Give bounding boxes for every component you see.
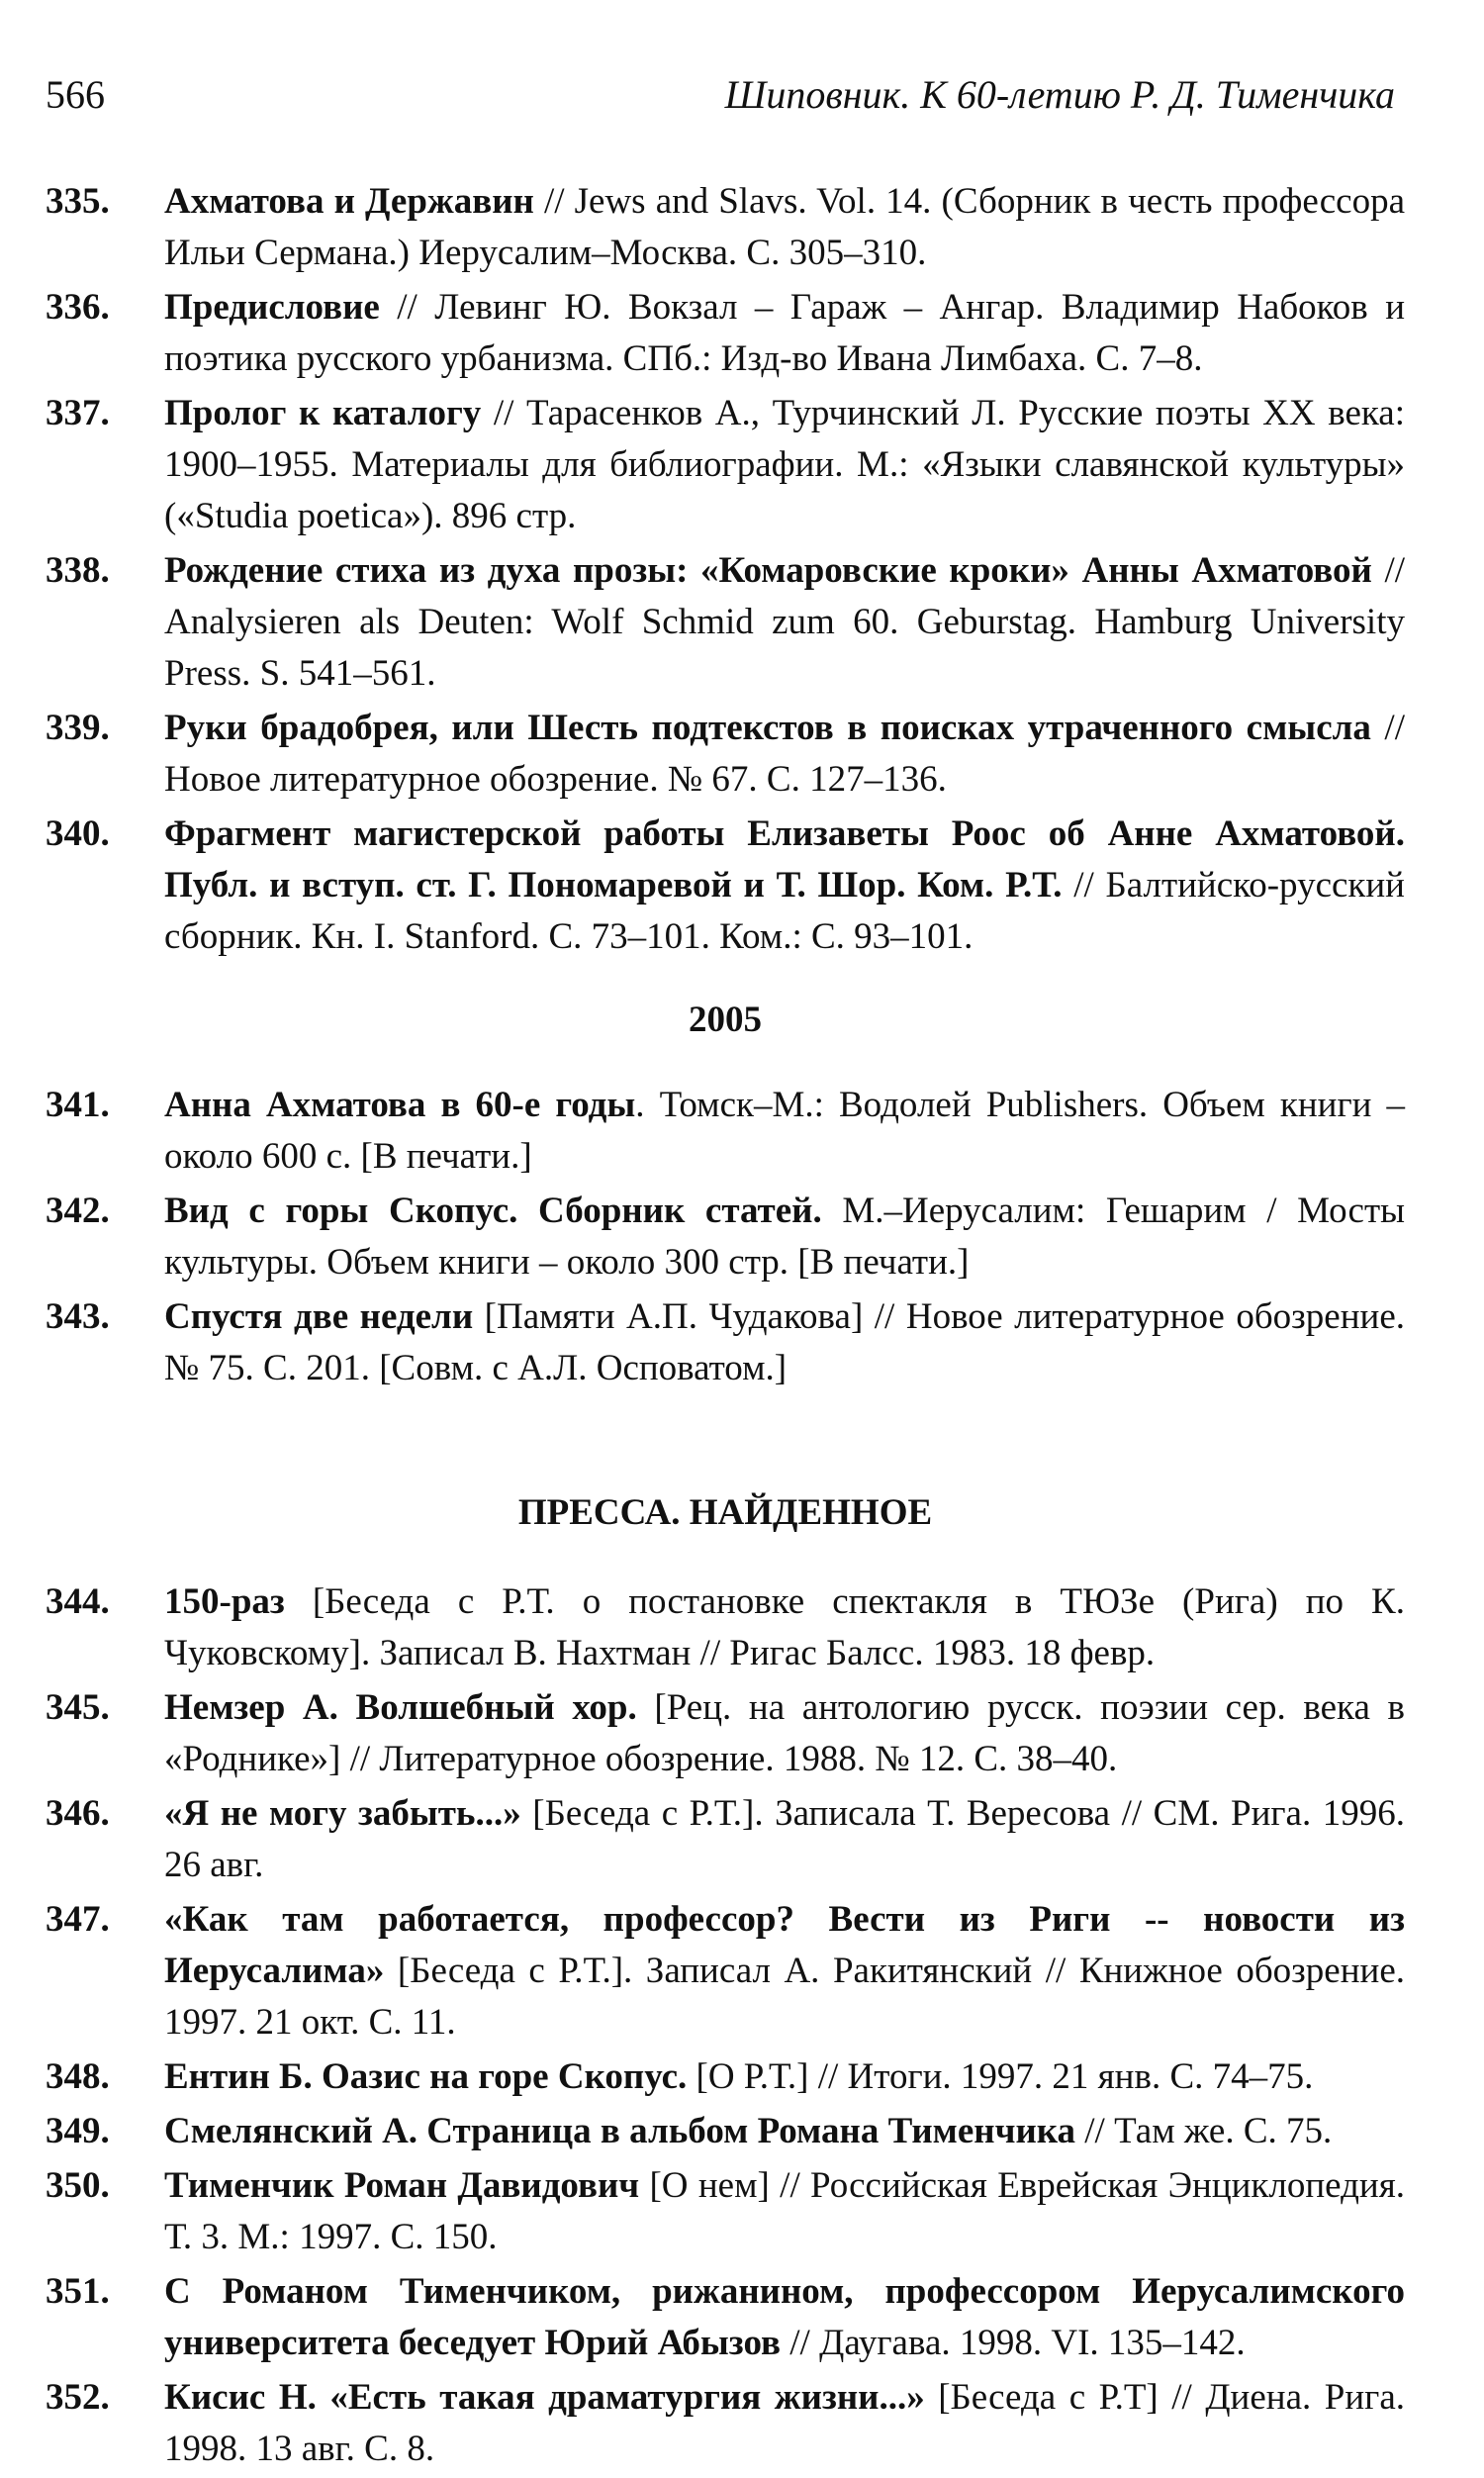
bibliography-entry [46, 1080, 1405, 1183]
section-heading: ПРЕССА. НАЙДЕННОЕ [517, 1492, 933, 1533]
entry-title: 150-раз [164, 1581, 285, 1622]
entry-number: 339. [46, 708, 110, 748]
entry-details: [Беседа с Р.Т.]. Записал А. Ракитянский // Книжное обозрение. 1997. 21 окт. С. 11. [164, 1951, 1405, 2043]
bibliography-entry [46, 282, 1405, 385]
entry-title: Руки брадобрея, или Шесть подтекстов в поисках утраченного смысла [164, 708, 1371, 748]
bibliography-entry [46, 2106, 1405, 2157]
entry-number: 338. [46, 550, 110, 591]
entry-number: 346. [46, 1793, 110, 1834]
entry-title: Тименчик Роман Давидович [164, 2165, 640, 2206]
entry-text [164, 1186, 1405, 1288]
bibliography-entry [46, 2051, 1405, 2103]
entry-text [164, 2372, 1405, 2475]
entry-title: Немзер А. Волшебный хор. [164, 1687, 637, 1728]
entry-text [164, 809, 1405, 963]
entry-text [164, 2051, 1405, 2103]
entry-details: [Памяти А.П. Чудакова] // Новое литературное обозрение. № 75. С. 201. [Совм. с А.Л. Осповатом.] [164, 1296, 1405, 1388]
entry-text [164, 282, 1405, 385]
entry-number: 352. [46, 2377, 110, 2418]
entry-text [164, 703, 1405, 806]
entry-text [164, 1682, 1405, 1785]
entry-number: 345. [46, 1687, 110, 1728]
entry-details: // Балтийско-русский сборник. Кн. I. Stanford. С. 73–101. Ком.: С. 93–101. [164, 865, 1405, 957]
entry-number: 344. [46, 1581, 110, 1622]
bibliography-entry [46, 388, 1405, 542]
bibliography-entry [46, 1291, 1405, 1394]
entry-title: Фрагмент магистерской работы Елизаветы Роос об Анне Ахматовой. Публ. и вступ. ст. Г. Пономаревой и Т. Шор. Ком. Р.Т. [164, 813, 1405, 905]
entry-title: Смелянский А. Страница в альбом Романа Тименчика [164, 2111, 1076, 2151]
entry-details: // Analysieren als Deuten: Wolf Schmid zum 60. Geburstag. Hamburg University Press. S. 541–561. [164, 550, 1405, 694]
entry-number: 350. [46, 2165, 110, 2206]
bibliography-entry [46, 176, 1405, 279]
entry-number: 340. [46, 813, 110, 854]
entry-details: [Беседа с Р.Т] // Диена. Рига. 1998. 13 авг. С. 8. [164, 2377, 1405, 2469]
bibliography-entry [46, 1894, 1405, 2049]
bibliography-entry [46, 545, 1405, 700]
entry-title: Предисловие [164, 287, 380, 328]
entry-details: // Тарасенков А., Турчинский Л. Русские поэты XX века: 1900–1955. Материалы для библиографии. М.: «Языки славянской культуры» («Studia poetica»). 896 стр. [164, 393, 1405, 536]
page-number: 566 [46, 72, 105, 117]
entry-details: // Там же. С. 75. [1075, 2111, 1333, 2151]
entry-title: «Как там работается, профессор? Вести из Риги -- новости из Иерусалима» [164, 1899, 1405, 1991]
entry-details: [О Р.Т.] // Итоги. 1997. 21 янв. С. 74–75. [687, 2056, 1314, 2097]
press-list [46, 1576, 1405, 2475]
entry-text [164, 1291, 1405, 1394]
entry-text [164, 2106, 1405, 2157]
entry-number: 335. [46, 181, 110, 222]
entry-number: 342. [46, 1191, 110, 1231]
bibliography-entry [46, 809, 1405, 963]
entry-text [164, 2160, 1405, 2263]
bibliography-entry [46, 703, 1405, 806]
entry-details: [О нем] // Российская Еврейская Энциклопедия. Т. 3. М.: 1997. С. 150. [164, 2165, 1405, 2257]
entry-details: [Беседа с Р.Т. о постановке спектакля в ТЮЗе (Рига) по К. Чуковскому]. Записал В. Нахтман // Ригас Балсс. 1983. 18 февр. [164, 1581, 1405, 1673]
entry-text [164, 545, 1405, 700]
entry-title: Спустя две недели [164, 1296, 474, 1337]
entry-text [164, 1080, 1405, 1183]
entry-text [164, 176, 1405, 279]
bibliography-list-2004 [46, 176, 1405, 963]
entry-number: 348. [46, 2056, 110, 2097]
entry-number: 341. [46, 1085, 110, 1125]
entry-title: Рождение стиха из духа прозы: «Комаровские кроки» Анны Ахматовой [164, 550, 1372, 591]
entry-title: Ентин Б. Оазис на горе Скопус. [164, 2056, 688, 2097]
entry-details: М.–Иерусалим: Гешарим / Мосты культуры. Объем книги – около 300 стр. [В печати.] [164, 1191, 1406, 1283]
entry-details: // Даугава. 1998. VI. 135–142. [781, 2323, 1246, 2363]
entry-text [164, 1576, 1405, 1679]
entry-details: // Jews and Slavs. Vol. 14. (Сборник в честь профессора Ильи Сермана.) Иерусалим–Москва. С. 305–310. [164, 181, 1405, 273]
entry-text [164, 1788, 1405, 1891]
bibliography-entry [46, 1788, 1405, 1891]
bibliography-list-2005 [46, 1080, 1405, 1394]
running-head: Шиповник. К 60-летию Р. Д. Тименчика [724, 72, 1395, 117]
entry-number: 347. [46, 1899, 110, 1940]
entry-text [164, 2266, 1405, 2369]
entry-number: 349. [46, 2111, 110, 2151]
bibliography-entry [46, 1576, 1405, 1679]
entry-title: Анна Ахматова в 60-е годы [164, 1085, 636, 1125]
entry-number: 336. [46, 287, 110, 328]
entry-details: // Новое литературное обозрение. № 67. С. 127–136. [164, 708, 1405, 800]
page-header [46, 71, 1395, 118]
bibliography-entry [46, 1682, 1405, 1785]
entry-title: Кисис Н. «Есть такая драматургия жизни...» [164, 2377, 925, 2418]
bibliography-entry [46, 2372, 1405, 2475]
entry-title: С Романом Тименчиком, рижанином, профессором Иерусалимского университета беседует Юрий Абызов [164, 2271, 1405, 2363]
entry-number: 343. [46, 1296, 110, 1337]
entry-title: Вид с горы Скопус. Сборник статей. [164, 1191, 822, 1231]
entry-title: Ахматова и Державин [164, 181, 534, 222]
bibliography-entry [46, 2160, 1405, 2263]
entry-text [164, 388, 1405, 542]
entry-title: Пролог к каталогу [164, 393, 482, 433]
entry-text [164, 1894, 1405, 2049]
entry-number: 337. [46, 393, 110, 433]
entry-details: [Беседа с Р.Т.]. Записала Т. Вересова // СМ. Рига. 1996. 26 авг. [164, 1793, 1405, 1885]
entry-details: . Томск–М.: Водолей Publishers. Объем книги – около 600 с. [В печати.] [164, 1085, 1405, 1177]
entry-details: // Левинг Ю. Вокзал – Гараж – Ангар. Владимир Набоков и поэтика русского урбанизма. СПб.: Изд-во Ивана Лимбаха. С. 7–8. [164, 287, 1405, 379]
bibliography-entry [46, 2266, 1405, 2369]
entry-number: 351. [46, 2271, 110, 2312]
entry-title: «Я не могу забыть...» [164, 1793, 521, 1834]
entry-details: [Рец. на антологию русск. поэзии сер. века в «Роднике»] // Литературное обозрение. 1988. № 12. С. 38–40. [164, 1687, 1406, 1779]
year-heading: 2005 [689, 1000, 762, 1040]
bibliography-content [46, 176, 1405, 2478]
bibliography-entry [46, 1186, 1405, 1288]
